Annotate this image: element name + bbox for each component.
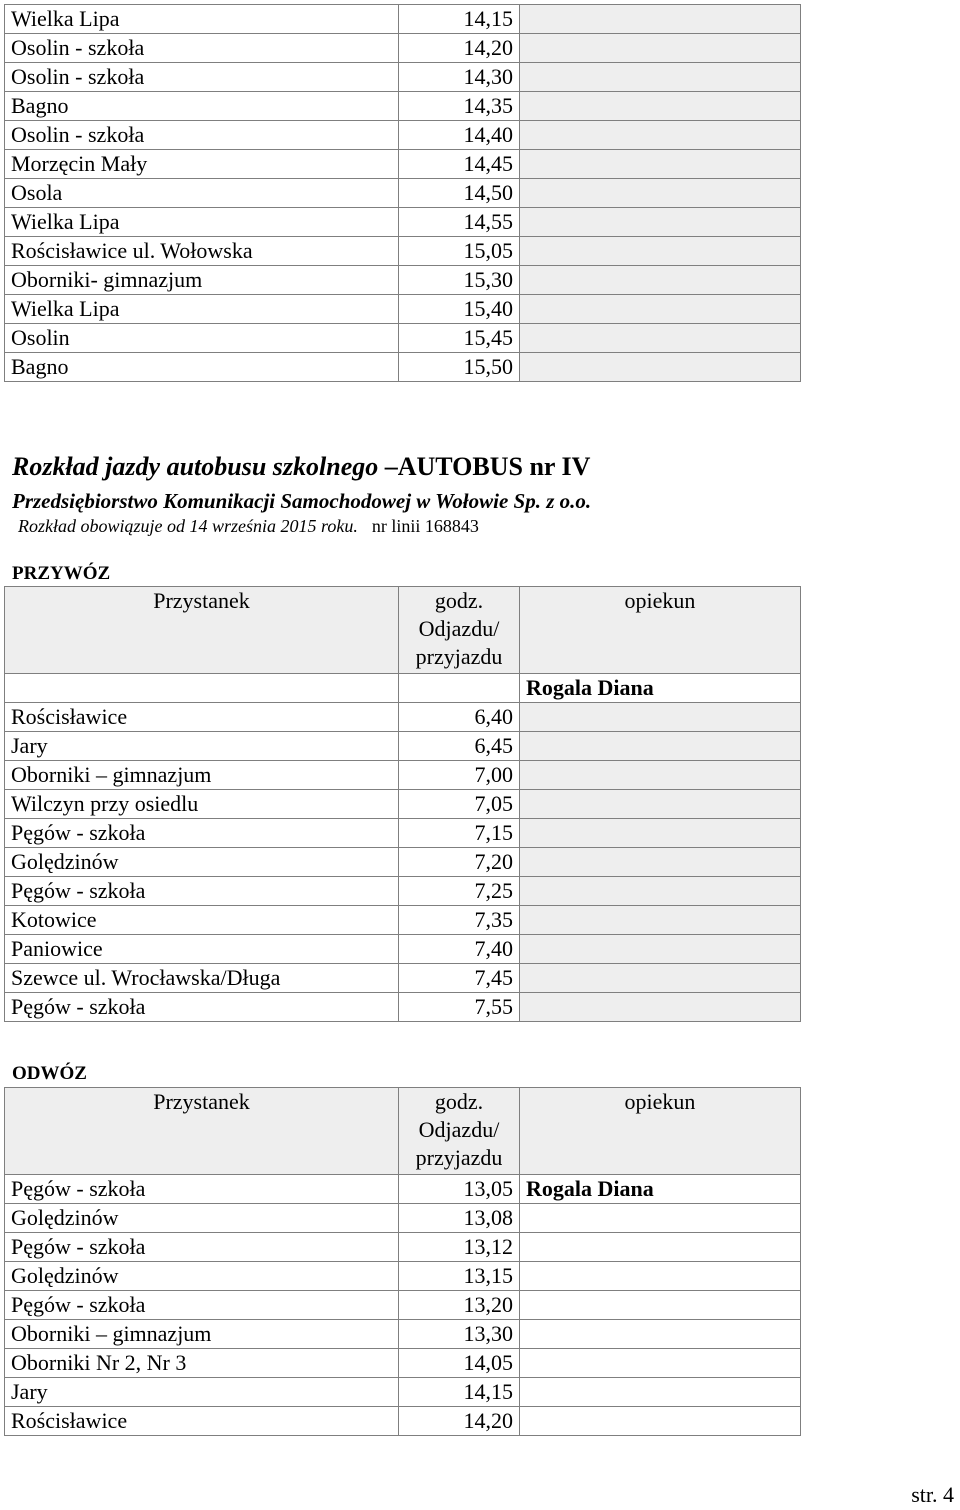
stop-name: Kotowice	[5, 906, 399, 935]
stop-name: Pęgów - szkoła	[5, 877, 399, 906]
title-italic-part: Rozkład jazdy autobusu szkolnego	[12, 452, 385, 481]
table-row	[5, 92, 801, 121]
table-row	[5, 150, 801, 179]
table-row	[5, 1204, 801, 1233]
stop-name: Pęgów - szkoła	[5, 1291, 399, 1320]
stop-name: Bagno	[5, 353, 399, 382]
guardian-cell	[520, 703, 801, 732]
guardian-cell	[520, 63, 801, 92]
departure-time: 13,08	[399, 1204, 520, 1233]
schedule-title	[12, 452, 590, 482]
guardian-cell	[520, 761, 801, 790]
stop-name: Osolin - szkoła	[5, 63, 399, 92]
stop-name: Pęgów - szkoła	[5, 819, 399, 848]
title-bus-number: –AUTOBUS nr IV	[384, 452, 591, 481]
stop-name: Rościsławice	[5, 703, 399, 732]
departure-time: 14,35	[399, 92, 520, 121]
table-row	[5, 1233, 801, 1262]
guardian-cell	[520, 1291, 801, 1320]
stop-name: Golędzinów	[5, 1204, 399, 1233]
table-row	[5, 732, 801, 761]
table-row	[5, 324, 801, 353]
departure-time: 15,30	[399, 266, 520, 295]
table-row	[5, 906, 801, 935]
stop-name: Jary	[5, 732, 399, 761]
guardian-cell	[520, 1320, 801, 1349]
guardian-name: Rogala Diana	[520, 1175, 801, 1204]
guardian-cell	[520, 353, 801, 382]
guardian-cell	[520, 266, 801, 295]
guardian-cell	[520, 935, 801, 964]
odwoz-header-row	[5, 1088, 801, 1175]
header-stop: Przystanek	[5, 587, 399, 674]
departure-time: 13,12	[399, 1233, 520, 1262]
guardian-cell	[520, 237, 801, 266]
guardian-cell	[520, 906, 801, 935]
guardian-cell	[520, 208, 801, 237]
table-row	[5, 5, 801, 34]
departure-time: 14,15	[399, 5, 520, 34]
przywoz-guardian-row	[5, 674, 801, 703]
stop-name: Osolin - szkoła	[5, 34, 399, 63]
table-row	[5, 993, 801, 1022]
departure-time: 7,45	[399, 964, 520, 993]
guardian-cell	[520, 848, 801, 877]
header-guardian: opiekun	[520, 1088, 801, 1175]
departure-time: 7,25	[399, 877, 520, 906]
table-row	[5, 1378, 801, 1407]
departure-time: 14,05	[399, 1349, 520, 1378]
table-row	[5, 1407, 801, 1436]
guardian-cell	[520, 324, 801, 353]
guardian-cell	[520, 295, 801, 324]
guardian-cell	[520, 1233, 801, 1262]
departure-time: 7,40	[399, 935, 520, 964]
guardian-cell	[520, 877, 801, 906]
table-row	[5, 121, 801, 150]
departure-time: 14,50	[399, 179, 520, 208]
departure-time: 14,20	[399, 34, 520, 63]
guardian-cell	[520, 34, 801, 63]
stop-name: Jary	[5, 1378, 399, 1407]
departure-time: 14,40	[399, 121, 520, 150]
departure-time: 13,30	[399, 1320, 520, 1349]
guardian-cell	[520, 121, 801, 150]
guardian-cell	[520, 993, 801, 1022]
guardian-cell	[520, 790, 801, 819]
validity-text: Rozkład obowiązuje od 14 września 2015 roku.	[18, 516, 358, 536]
stop-name: Oborniki – gimnazjum	[5, 761, 399, 790]
departure-time: 7,05	[399, 790, 520, 819]
stop-name: Szewce ul. Wrocławska/Długa	[5, 964, 399, 993]
departure-time: 7,55	[399, 993, 520, 1022]
validity-line	[18, 516, 479, 537]
departure-time: 7,20	[399, 848, 520, 877]
departure-time: 13,15	[399, 1262, 520, 1291]
stop-name: Rościsławice	[5, 1407, 399, 1436]
table-row	[5, 964, 801, 993]
departure-time: 6,45	[399, 732, 520, 761]
guardian-name: Rogala Diana	[520, 674, 801, 703]
guardian-cell	[520, 92, 801, 121]
stop-name: Bagno	[5, 92, 399, 121]
table-row	[5, 761, 801, 790]
table-row	[5, 1262, 801, 1291]
stop-name: Golędzinów	[5, 1262, 399, 1291]
stop-name: Morzęcin Mały	[5, 150, 399, 179]
stop-name: Oborniki Nr 2, Nr 3	[5, 1349, 399, 1378]
departure-time: 14,55	[399, 208, 520, 237]
table-row	[5, 34, 801, 63]
company-name: Przedsiębiorstwo Komunikacji Samochodowej w Wołowie Sp. z o.o.	[12, 489, 592, 513]
stop-name: Pęgów - szkoła	[5, 993, 399, 1022]
guardian-cell	[520, 1262, 801, 1291]
stop-name: Wielka Lipa	[5, 5, 399, 34]
guardian-cell	[520, 1378, 801, 1407]
table-row	[5, 179, 801, 208]
section-przywoz-label: PRZYWÓZ	[12, 563, 111, 584]
guardian-cell	[520, 1204, 801, 1233]
departure-time: 15,50	[399, 353, 520, 382]
przywoz-header-row	[5, 587, 801, 674]
stop-name: Pęgów - szkoła	[5, 1233, 399, 1262]
departure-time: 14,15	[399, 1378, 520, 1407]
stop-name: Oborniki – gimnazjum	[5, 1320, 399, 1349]
line-number: nr linii 168843	[371, 516, 479, 536]
departure-time: 7,15	[399, 819, 520, 848]
stop-name: Wielka Lipa	[5, 295, 399, 324]
header-time: godz. Odjazdu/ przyjazdu	[399, 587, 520, 674]
table-row	[5, 1349, 801, 1378]
departure-time: 7,00	[399, 761, 520, 790]
table-row	[5, 63, 801, 92]
table-row	[5, 208, 801, 237]
departure-time: 15,05	[399, 237, 520, 266]
guardian-cell	[520, 964, 801, 993]
departure-time: 14,30	[399, 63, 520, 92]
table-row	[5, 1175, 801, 1204]
guardian-cell	[520, 179, 801, 208]
odwoz-table	[4, 1087, 801, 1436]
stop-name: Osolin - szkoła	[5, 121, 399, 150]
departure-time: 15,40	[399, 295, 520, 324]
table-row	[5, 848, 801, 877]
table-row	[5, 237, 801, 266]
przywoz-table	[4, 586, 801, 1022]
table-row	[5, 790, 801, 819]
empty-cell	[5, 674, 399, 703]
stop-name: Paniowice	[5, 935, 399, 964]
table-row	[5, 877, 801, 906]
departure-time: 13,20	[399, 1291, 520, 1320]
header-time: godz. Odjazdu/ przyjazdu	[399, 1088, 520, 1175]
table-row	[5, 353, 801, 382]
table-row	[5, 819, 801, 848]
stop-name: Osola	[5, 179, 399, 208]
departure-time: 14,45	[399, 150, 520, 179]
stop-name: Oborniki- gimnazjum	[5, 266, 399, 295]
departure-time: 13,05	[399, 1175, 520, 1204]
guardian-cell	[520, 732, 801, 761]
guardian-cell	[520, 150, 801, 179]
table-row	[5, 1320, 801, 1349]
table-row	[5, 703, 801, 732]
stop-name: Wilczyn przy osiedlu	[5, 790, 399, 819]
header-stop: Przystanek	[5, 1088, 399, 1175]
guardian-cell	[520, 1407, 801, 1436]
departure-time: 15,45	[399, 324, 520, 353]
page-number: str. 4	[911, 1482, 954, 1507]
table-row	[5, 266, 801, 295]
section-odwoz-label: ODWÓZ	[12, 1063, 87, 1084]
stop-name: Osolin	[5, 324, 399, 353]
top-schedule-table	[4, 4, 801, 382]
stop-name: Pęgów - szkoła	[5, 1175, 399, 1204]
departure-time: 7,35	[399, 906, 520, 935]
stop-name: Wielka Lipa	[5, 208, 399, 237]
departure-time: 14,20	[399, 1407, 520, 1436]
stop-name: Rościsławice ul. Wołowska	[5, 237, 399, 266]
table-row	[5, 935, 801, 964]
guardian-cell	[520, 5, 801, 34]
guardian-cell	[520, 1349, 801, 1378]
stop-name: Golędzinów	[5, 848, 399, 877]
empty-cell	[399, 674, 520, 703]
table-row	[5, 1291, 801, 1320]
guardian-cell	[520, 819, 801, 848]
departure-time: 6,40	[399, 703, 520, 732]
table-row	[5, 295, 801, 324]
header-guardian: opiekun	[520, 587, 801, 674]
